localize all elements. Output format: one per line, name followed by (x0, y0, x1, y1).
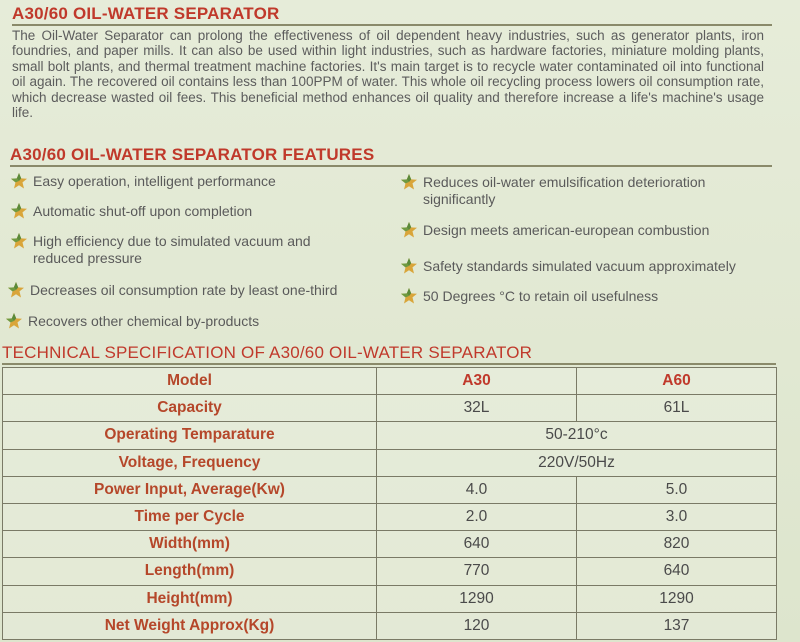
features-title: A30/60 OIL-WATER SEPARATOR FEATURES (10, 146, 772, 167)
feature-item (5, 313, 385, 330)
spec-value-shared: 220V/50Hz (377, 449, 777, 476)
spec-value-a60: 5.0 (577, 476, 777, 503)
spec-label: Model (3, 368, 377, 395)
feature-text: Design meets american-european combustion (423, 222, 710, 238)
spec-label: Time per Cycle (3, 503, 377, 530)
star-icon (400, 258, 418, 274)
star-icon (5, 313, 23, 329)
spec-label: Voltage, Frequency (3, 449, 377, 476)
star-icon (400, 222, 418, 238)
star-icon (10, 203, 28, 219)
spec-value-a30: 770 (377, 558, 577, 585)
spec-label: Power Input, Average(Kw) (3, 476, 377, 503)
table-row (3, 476, 777, 503)
feature-text: High efficiency due to simulated vacuum and reduced pressure (33, 233, 311, 266)
spec-value-a30: 2.0 (377, 503, 577, 530)
table-row (3, 503, 777, 530)
spec-value-a30: 120 (377, 612, 577, 639)
spec-value-a60: 640 (577, 558, 777, 585)
intro-paragraph: The Oil-Water Separator can prolong the effectiveness of oil dependent heavy industries, such as generator plants, iron foundries, and paper mills. It can also be used within light industries, such as hardware factories, miniature molding plants, small bolt plants, and thermal treatment machine factories. It's main target is to recycle water contaminated oil into functional oil again. The recovered oil contains less than 100PPM of water. This whole oil recycling process lowers oil consumption rate, which decrease wasted oil fees. This beneficial method enhances oil quality and therefore increase a life's machine's usage life. (12, 28, 764, 121)
star-icon (7, 282, 25, 298)
table-row (3, 395, 777, 422)
spec-value-a30: A30 (377, 368, 577, 395)
spec-value-a30: 32L (377, 395, 577, 422)
feature-text: Easy operation, intelligent performance (33, 173, 276, 189)
feature-item (400, 288, 780, 305)
spec-value-a60: 137 (577, 612, 777, 639)
spec-label: Width(mm) (3, 531, 377, 558)
star-icon (10, 173, 28, 189)
spec-table (2, 367, 777, 640)
spec-label: Height(mm) (3, 585, 377, 612)
table-row (3, 449, 777, 476)
feature-item (7, 282, 387, 299)
feature-item (10, 233, 350, 267)
spec-value-a30: 1290 (377, 585, 577, 612)
spec-label: Net Weight Approx(Kg) (3, 612, 377, 639)
feature-item (10, 173, 380, 190)
feature-text: 50 Degrees °C to retain oil usefulness (423, 288, 659, 304)
feature-item (400, 258, 790, 275)
table-row (3, 585, 777, 612)
spec-label: Operating Temparature (3, 422, 377, 449)
spec-title: TECHNICAL SPECIFICATION OF A30/60 OIL-WATER SEPARATOR (2, 344, 776, 365)
table-row (3, 612, 777, 639)
star-icon (10, 233, 28, 249)
spec-value-a60: 61L (577, 395, 777, 422)
table-row (3, 368, 777, 395)
spec-value-a60: 1290 (577, 585, 777, 612)
table-row (3, 422, 777, 449)
spec-value-shared: 50-210°c (377, 422, 777, 449)
table-row (3, 531, 777, 558)
star-icon (400, 174, 418, 190)
spec-value-a30: 4.0 (377, 476, 577, 503)
spec-value-a60: 3.0 (577, 503, 777, 530)
feature-item (10, 203, 380, 220)
feature-item (400, 222, 780, 239)
main-title: A30/60 OIL-WATER SEPARATOR (12, 5, 772, 26)
spec-label: Length(mm) (3, 558, 377, 585)
feature-text: Recovers other chemical by-products (28, 313, 260, 329)
table-row (3, 558, 777, 585)
feature-text: Decreases oil consumption rate by least one-third (30, 282, 338, 298)
feature-item (400, 174, 760, 208)
star-icon (400, 288, 418, 304)
spec-value-a60: 820 (577, 531, 777, 558)
spec-value-a30: 640 (377, 531, 577, 558)
feature-text: Safety standards simulated vacuum approximately (423, 258, 736, 274)
spec-label: Capacity (3, 395, 377, 422)
feature-text: Reduces oil-water emulsification deterioration significantly (423, 174, 706, 207)
feature-text: Automatic shut-off upon completion (33, 203, 253, 219)
spec-value-a60: A60 (577, 368, 777, 395)
